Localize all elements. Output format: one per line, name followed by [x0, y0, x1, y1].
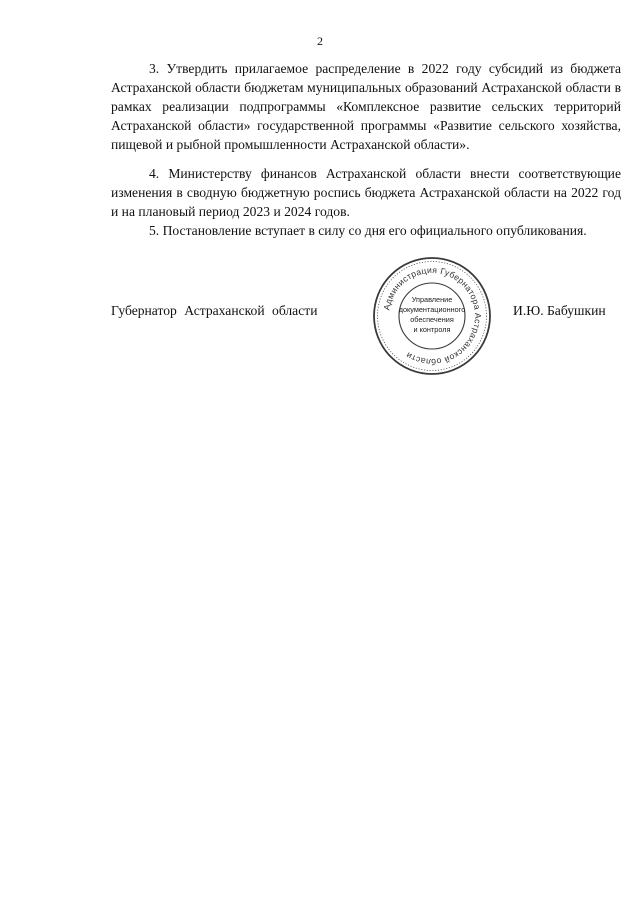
seal-ring-text: Администрация Губернатора Астраханской области [381, 264, 484, 368]
signer-title: Губернатор Астраханской области [111, 303, 318, 318]
seal-center-line-4: и контроля [413, 325, 451, 334]
signature-block [0, 303, 640, 343]
paragraph-5: 5. Постановление вступает в силу со дня его официального опубликования. [149, 223, 587, 238]
paragraph-3: 3. Утвердить прилагаемое распределение в 2022 году субсидий из бюджета Астраханской области бюджетам муниципальных образований Астраханской области в рамках реализации подпрограммы «Комплексное развитие сельских территорий Астраханской области» государственной программы «Развитие сельского хозяйства, пищевой и рыбной промышленности Астраханской области». [111, 61, 621, 152]
seal-center-line-1: Управление [411, 295, 453, 304]
official-seal [370, 254, 494, 378]
seal-center-line-3: обеспечения [410, 315, 454, 324]
seal-center-line-2: документационного [398, 305, 466, 314]
signer-name: И.Ю. Бабушкин [513, 303, 606, 318]
paragraph-4: 4. Министерству финансов Астраханской области внести соответствующие изменения в сводную бюджетную роспись бюджета Астраханской области на 2022 год и на плановый период 2023 и 2024 годов. [111, 166, 621, 219]
page-number: 2 [317, 34, 323, 48]
